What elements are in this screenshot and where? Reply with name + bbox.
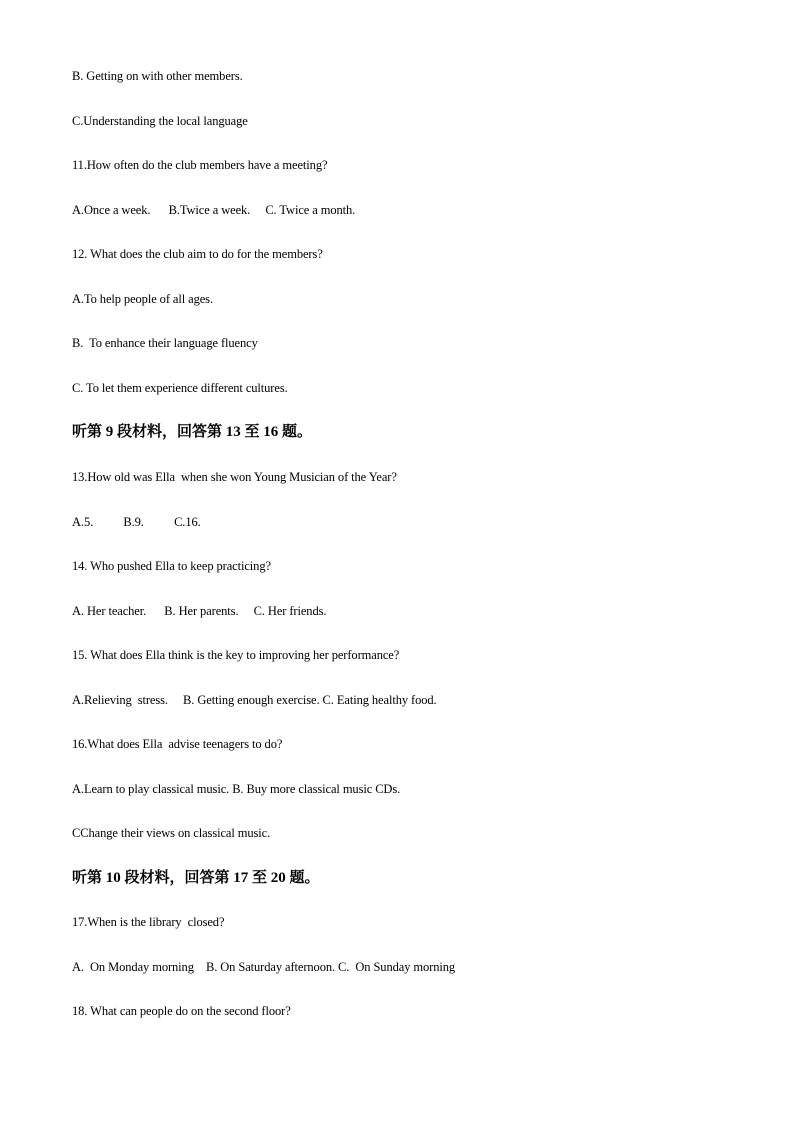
question-14: 14. Who pushed Ella to keep practicing? [72,559,271,573]
question-17: 17.When is the library closed? [72,915,225,929]
question-12-option-c: C. To let them experience different cultures. [72,381,288,395]
option-c-local-language: C.Understanding the local language [72,114,248,128]
question-13: 13.How old was Ella when she won Young Musician of the Year? [72,470,397,484]
option-b-getting-on: B. Getting on with other members. [72,69,243,83]
question-17-options: A. On Monday morning B. On Saturday afternoon. C. On Sunday morning [72,960,456,974]
question-15: 15. What does Ella think is the key to improving her performance? [72,648,400,662]
question-13-options: A.5. B.9. C.16. [72,515,201,529]
section-heading-10: 听第 10 段材料，回答第 17 至 20 题。 [72,870,320,886]
question-18: 18. What can people do on the second floor? [72,1004,291,1018]
section-heading-9: 听第 9 段材料，回答第 13 至 16 题。 [72,424,313,440]
question-12-option-b: B. To enhance their language fluency [72,336,258,350]
question-11-options: A.Once a week. B.Twice a week. C. Twice a month. [72,203,356,217]
question-12-option-a: A.To help people of all ages. [72,292,213,306]
question-12: 12. What does the club aim to do for the members? [72,247,323,261]
question-11: 11.How often do the club members have a meeting? [72,158,328,172]
question-14-options: A. Her teacher. B. Her parents. C. Her friends. [72,604,327,618]
question-15-options: A.Relieving stress. B. Getting enough exercise. C. Eating healthy food. [72,693,437,707]
question-16-options-ab: A.Learn to play classical music. B. Buy more classical music CDs. [72,782,401,796]
question-16: 16.What does Ella advise teenagers to do? [72,737,283,751]
question-16-option-c: CChange their views on classical music. [72,826,271,840]
